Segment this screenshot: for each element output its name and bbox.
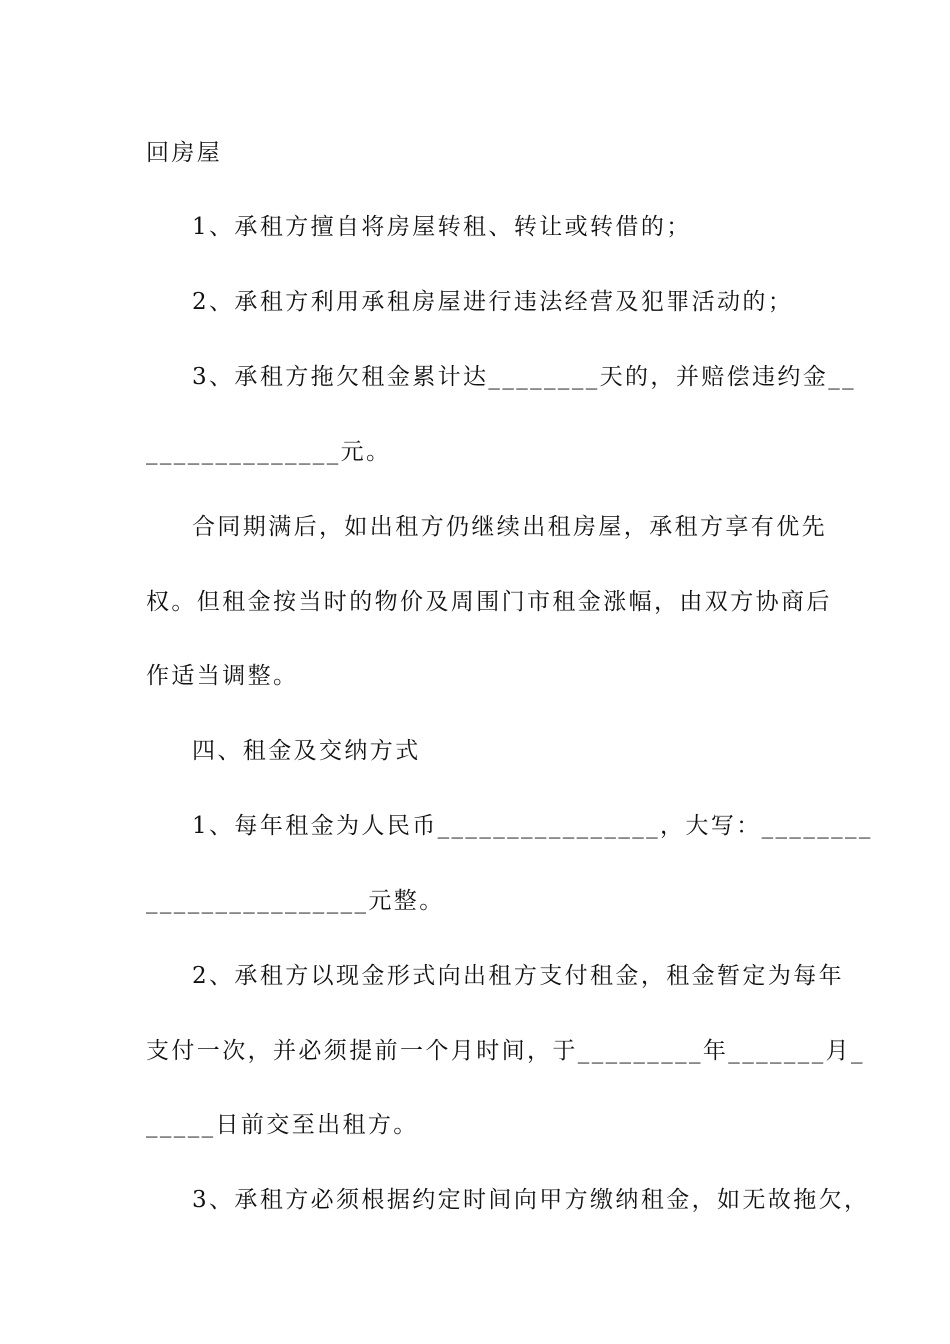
- text-line-5: ______________元。: [146, 439, 392, 465]
- text-line-14: _____日前交至出租方。: [146, 1112, 419, 1138]
- text-line-9: 四、租金及交纳方式: [192, 738, 421, 764]
- text-line-13: 支付一次，并必须提前一个月时间，于_________年_______月_: [146, 1038, 865, 1064]
- text-line-6: 合同期满后，如出租方仍继续出租房屋，承租方享有优先: [192, 514, 827, 540]
- text-line-7: 权。但租金按当时的物价及周围门市租金涨幅，由双方协商后: [146, 589, 832, 615]
- text-line-15: 3、承租方必须根据约定时间向甲方缴纳租金，如无故拖欠，: [192, 1187, 870, 1213]
- text-line-8: 作适当调整。: [146, 663, 299, 689]
- text-line-3: 2、承租方利用承租房屋进行违法经营及犯罪活动的；: [192, 289, 794, 315]
- text-line-12: 2、承租方以现金形式向出租方支付租金，租金暂定为每年: [192, 963, 845, 989]
- text-line-11: ________________元整。: [146, 888, 445, 914]
- text-line-4: 3、承租方拖欠租金累计达________天的，并赔偿违约金__: [192, 364, 857, 390]
- text-line-10: 1、每年租金为人民币________________，大写：________: [192, 813, 873, 839]
- text-line-2: 1、承租方擅自将房屋转租、转让或转借的；: [192, 214, 692, 240]
- text-line-1: 回房屋: [146, 140, 223, 166]
